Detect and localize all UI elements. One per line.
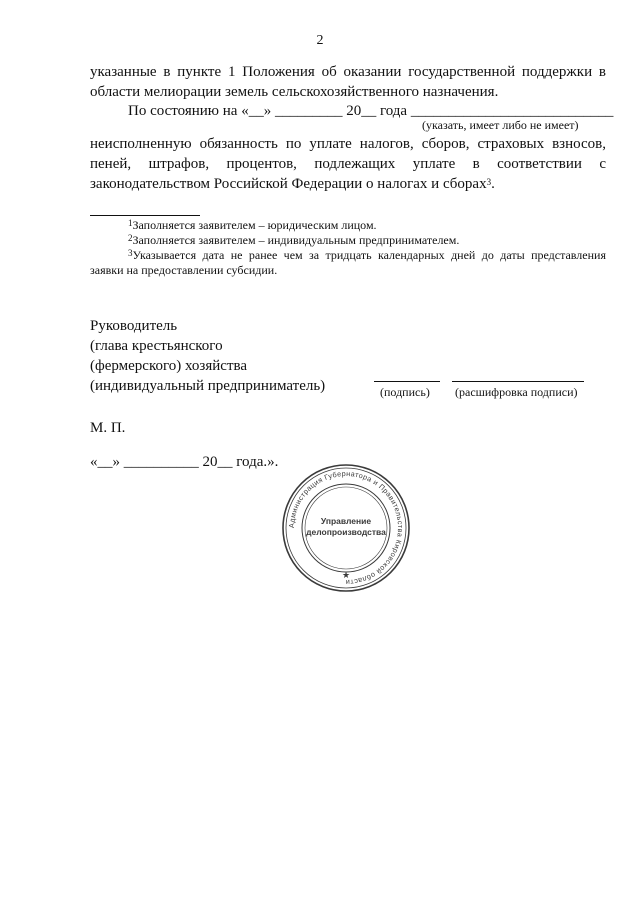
date-line-hint: (указать, имеет либо не имеет) (422, 118, 579, 132)
footnote-3-line1 (128, 247, 606, 263)
paragraph2-line3 (90, 174, 606, 194)
star-icon: ★ (341, 570, 351, 580)
official-stamp (280, 462, 412, 594)
signature-decode-label: (расшифровка подписи) (455, 385, 578, 399)
stamp-ring-text: Администрация Губернатора и Правительства Кировской области (286, 468, 406, 588)
signatory-line1: Руководитель (90, 318, 178, 334)
footnote-1-number: 1 (128, 218, 133, 228)
bottom-date-line: «__» __________ 20__ года.». (90, 454, 279, 470)
paragraph2-line3-text: законодательством Российской Федерации о налогах и сборах (90, 176, 487, 192)
footnote-2-text: Заполняется заявителем – индивидуальным предпринимателем. (132, 233, 460, 247)
footnote-separator (90, 215, 200, 216)
footnote-2-number: 2 (128, 233, 133, 243)
date-line: По состоянию на «__» _________ 20__ года ___________________________ (128, 103, 614, 119)
stamp-center-line2: делопроизводства (306, 527, 386, 537)
stamp-center-line1: Управление (320, 516, 372, 526)
footnote-ref-3: 3 (486, 177, 492, 187)
footnote-3-number: 3 (128, 248, 133, 258)
paragraph2-line1: неисполненную обязанность по уплате налогов, сборов, страховых взносов, (90, 136, 606, 152)
paragraph2-line2: пеней, штрафов, процентов, подлежащих уплате в соответствии с (90, 156, 606, 172)
paragraph1-line1: указанные в пункте 1 Положения об оказании государственной поддержки в (90, 64, 606, 80)
signature-label: (подпись) (380, 385, 430, 399)
paragraph1-line2: области мелиорации земель сельскохозяйственного назначения. (90, 84, 499, 100)
signature-decode-line (452, 381, 584, 382)
signatory-line4: (индивидуальный предприниматель) (90, 378, 326, 394)
signatory-line2: (глава крестьянского (90, 338, 223, 354)
footnote-2 (128, 232, 459, 248)
mp-label: М. П. (90, 420, 126, 436)
signatory-line3: (фермерского) хозяйства (90, 358, 248, 374)
stamp-graphic (280, 462, 412, 594)
footnote-1 (128, 217, 377, 233)
footnote-1-text: Заполняется заявителем – юридическим лицом. (132, 218, 377, 232)
footnote-3-line2: заявки на предоставлении субсидии. (90, 263, 278, 277)
footnote-3-text: Указывается дата не ранее чем за тридцать календарных дней до даты представления (132, 248, 606, 262)
page-number: 2 (316, 33, 324, 48)
signature-line (374, 381, 440, 382)
paragraph2-end: . (491, 176, 495, 192)
